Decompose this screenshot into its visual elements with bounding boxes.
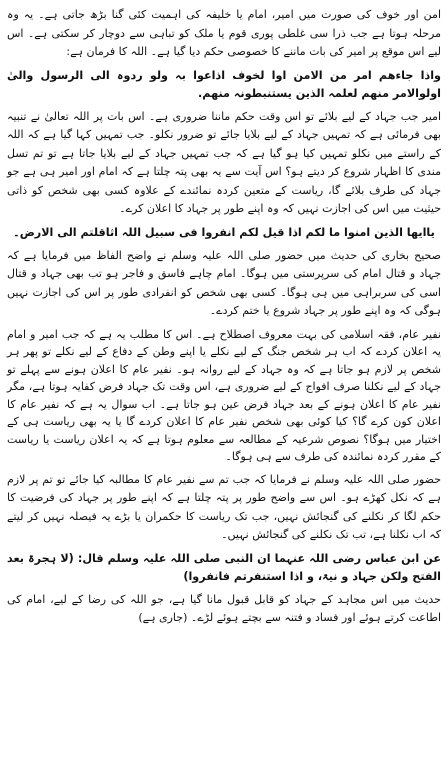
quran-verse-infiru: یاایھا الذین امنوا ما لکم اذا قیل لکم انفروا فی سبیل اللہ اثاقلتم الی الارض۔ (13, 225, 435, 239)
quran-verse-amr: واذا جاءھم امر من الامن اوا لخوف اذاعوا بہ ولو ردوہ الی الرسول والیٰ اولوالامر منھم لعلمہ الذین یستنبطونہ منھم. (7, 68, 441, 100)
paragraph-nafeer-demand: حضور صلی اللہ علیہ وسلم نے فرمایا کہ جب تم سے نفیر عام کا مطالبہ کیا جائے تو تم پر لازم ہے کہ نکل کھڑے ہو۔ اس سے واضح طور پر پتہ چلتا ہے کہ اپنے طور پر جہاد کی فرضیت کا حکم لگا کر نکلنے کی گنجائش نہیں، جب تک ریاست کا حکمران یا بڑے یہ فیصلہ نہیں کر لیتے کہ اب نکلنا ہے، تب تک نکلنے کی گنجائش نہیں۔ (7, 472, 441, 541)
paragraph-imam-importance: امن اور خوف کی صورت میں امیر، امام یا خلیفہ کی اہمیت کئی گنا بڑھ جاتی ہے۔ یہ وہ مرحلہ ہوتا ہے جب ذرا سی غلطی پوری قوم یا ملک کو تباہی سے دوچار کر سکتی ہے۔ اس لیے اس موقع پر امیر کی بات ماننے کا خصوصی حکم دیا گیا ہے۔ اللہ کا فرمان ہے: (7, 8, 441, 58)
paragraph-bukhari-hadith: صحیح بخاری کی حدیث میں حضور صلی اللہ علیہ وسلم نے واضح الفاظ میں فرمایا ہے کہ جہاد و قتال امام کی سرپرستی میں ہوگا۔ امام چاہے فاسق و فاجر ہو تب بھی جہاد و قتال اسی کی سربراہی میں ہی ہوگا۔ کسی بھی شخص کو انفرادی طور پر اس کی اجازت نہیں ہوگی کہ وہ اپنے طور پر جہاد شروع یا ختم کردے۔ (7, 248, 441, 317)
paragraph-conclusion: حدیث میں اس مجاہد کے جہاد کو قابل قبول مانا گیا ہے، جو اللہ کی رضا کے لیے، امام کی اطاعت کرتے ہوئے اور فساد و فتنہ سے بچتے ہوئے لڑے۔ (جاری ہے) (7, 592, 441, 624)
paragraph-nafeer-aam: نفیر عام، فقہ اسلامی کی بہت معروف اصطلاح ہے۔ اس کا مطلب یہ ہے کہ جب امیر و امام یہ اعلان کردے کہ اب ہر شخص جنگ کے لیے نکلے یا اپنے وطن کے دفاع کے لیے نکلے تو پھر ہر شخص پر لازم ہو جاتا ہے کہ وہ جہاد کے لیے روانہ ہو۔ نفیر عام کا اعلان ہونے سے پہلے تو جہاد کے لیے نکلنا صرف افواج کے لیے ضروری ہے، اس وقت تک جہاد فرض کفایہ ہوتا ہے، مگر نفیر عام کا اعلان ہونے کے بعد جہاد فرض عین ہو جاتا ہے۔ اب سوال یہ ہے کہ نفیر عام کا اعلان کون کرے گا؟ کیا کوئی بھی شخص نفیر عام کا اعلان کردے گا یا یہ بھی ریاست ہی کے اختیار میں ہوگا؟ نصوص شرعیہ کے مطالعہ سے معلوم ہوتا ہے کہ یہ اعلان ریاست یا ریاست کے مقرر کردہ نمائندہ کی طرف سے ہی ہوگا۔ (7, 327, 441, 463)
paragraph-jihad-call: امیر جب جہاد کے لیے بلائے تو اس وقت حکم ماننا ضروری ہے۔ اس بات پر اللہ تعالیٰ نے تنبیہ بھی فرمائی ہے کہ تمہیں جہاد کے لیے بلایا جائے تو ضرور نکلو۔ جب تمہیں کہا گیا ہے کہ اللہ کے راستے میں نکلو تمہیں کیا ہو گیا ہے کہ جب تمہیں جہاد کے لیے بلایا جاتا ہے تو تم تسل مندی کا اظہار شروع کر دیتے ہو؟ اس آیت سے یہ بھی پتہ چلتا ہے کہ امام اور امیر ہی ہے جو جہاد کی طرف بلائے گا، ریاست کے متعین کردہ نمائندے کے علاوہ کسی بھی شخص کو ذاتی حیثیت میں اس کی اجازت نہیں کہ وہ اپنے طور پر جہاد کا اعلان کرے۔ (7, 109, 441, 215)
hadith-ibn-abbas: عن ابن عباس رضی اللہ عنہما ان النبی صلی اللہ علیہ وسلم قال: (لا ہجرۃ بعد الفتح ولکن جہاد و نیۃ، و اذا استنفرتم فانفروا) (7, 551, 441, 583)
